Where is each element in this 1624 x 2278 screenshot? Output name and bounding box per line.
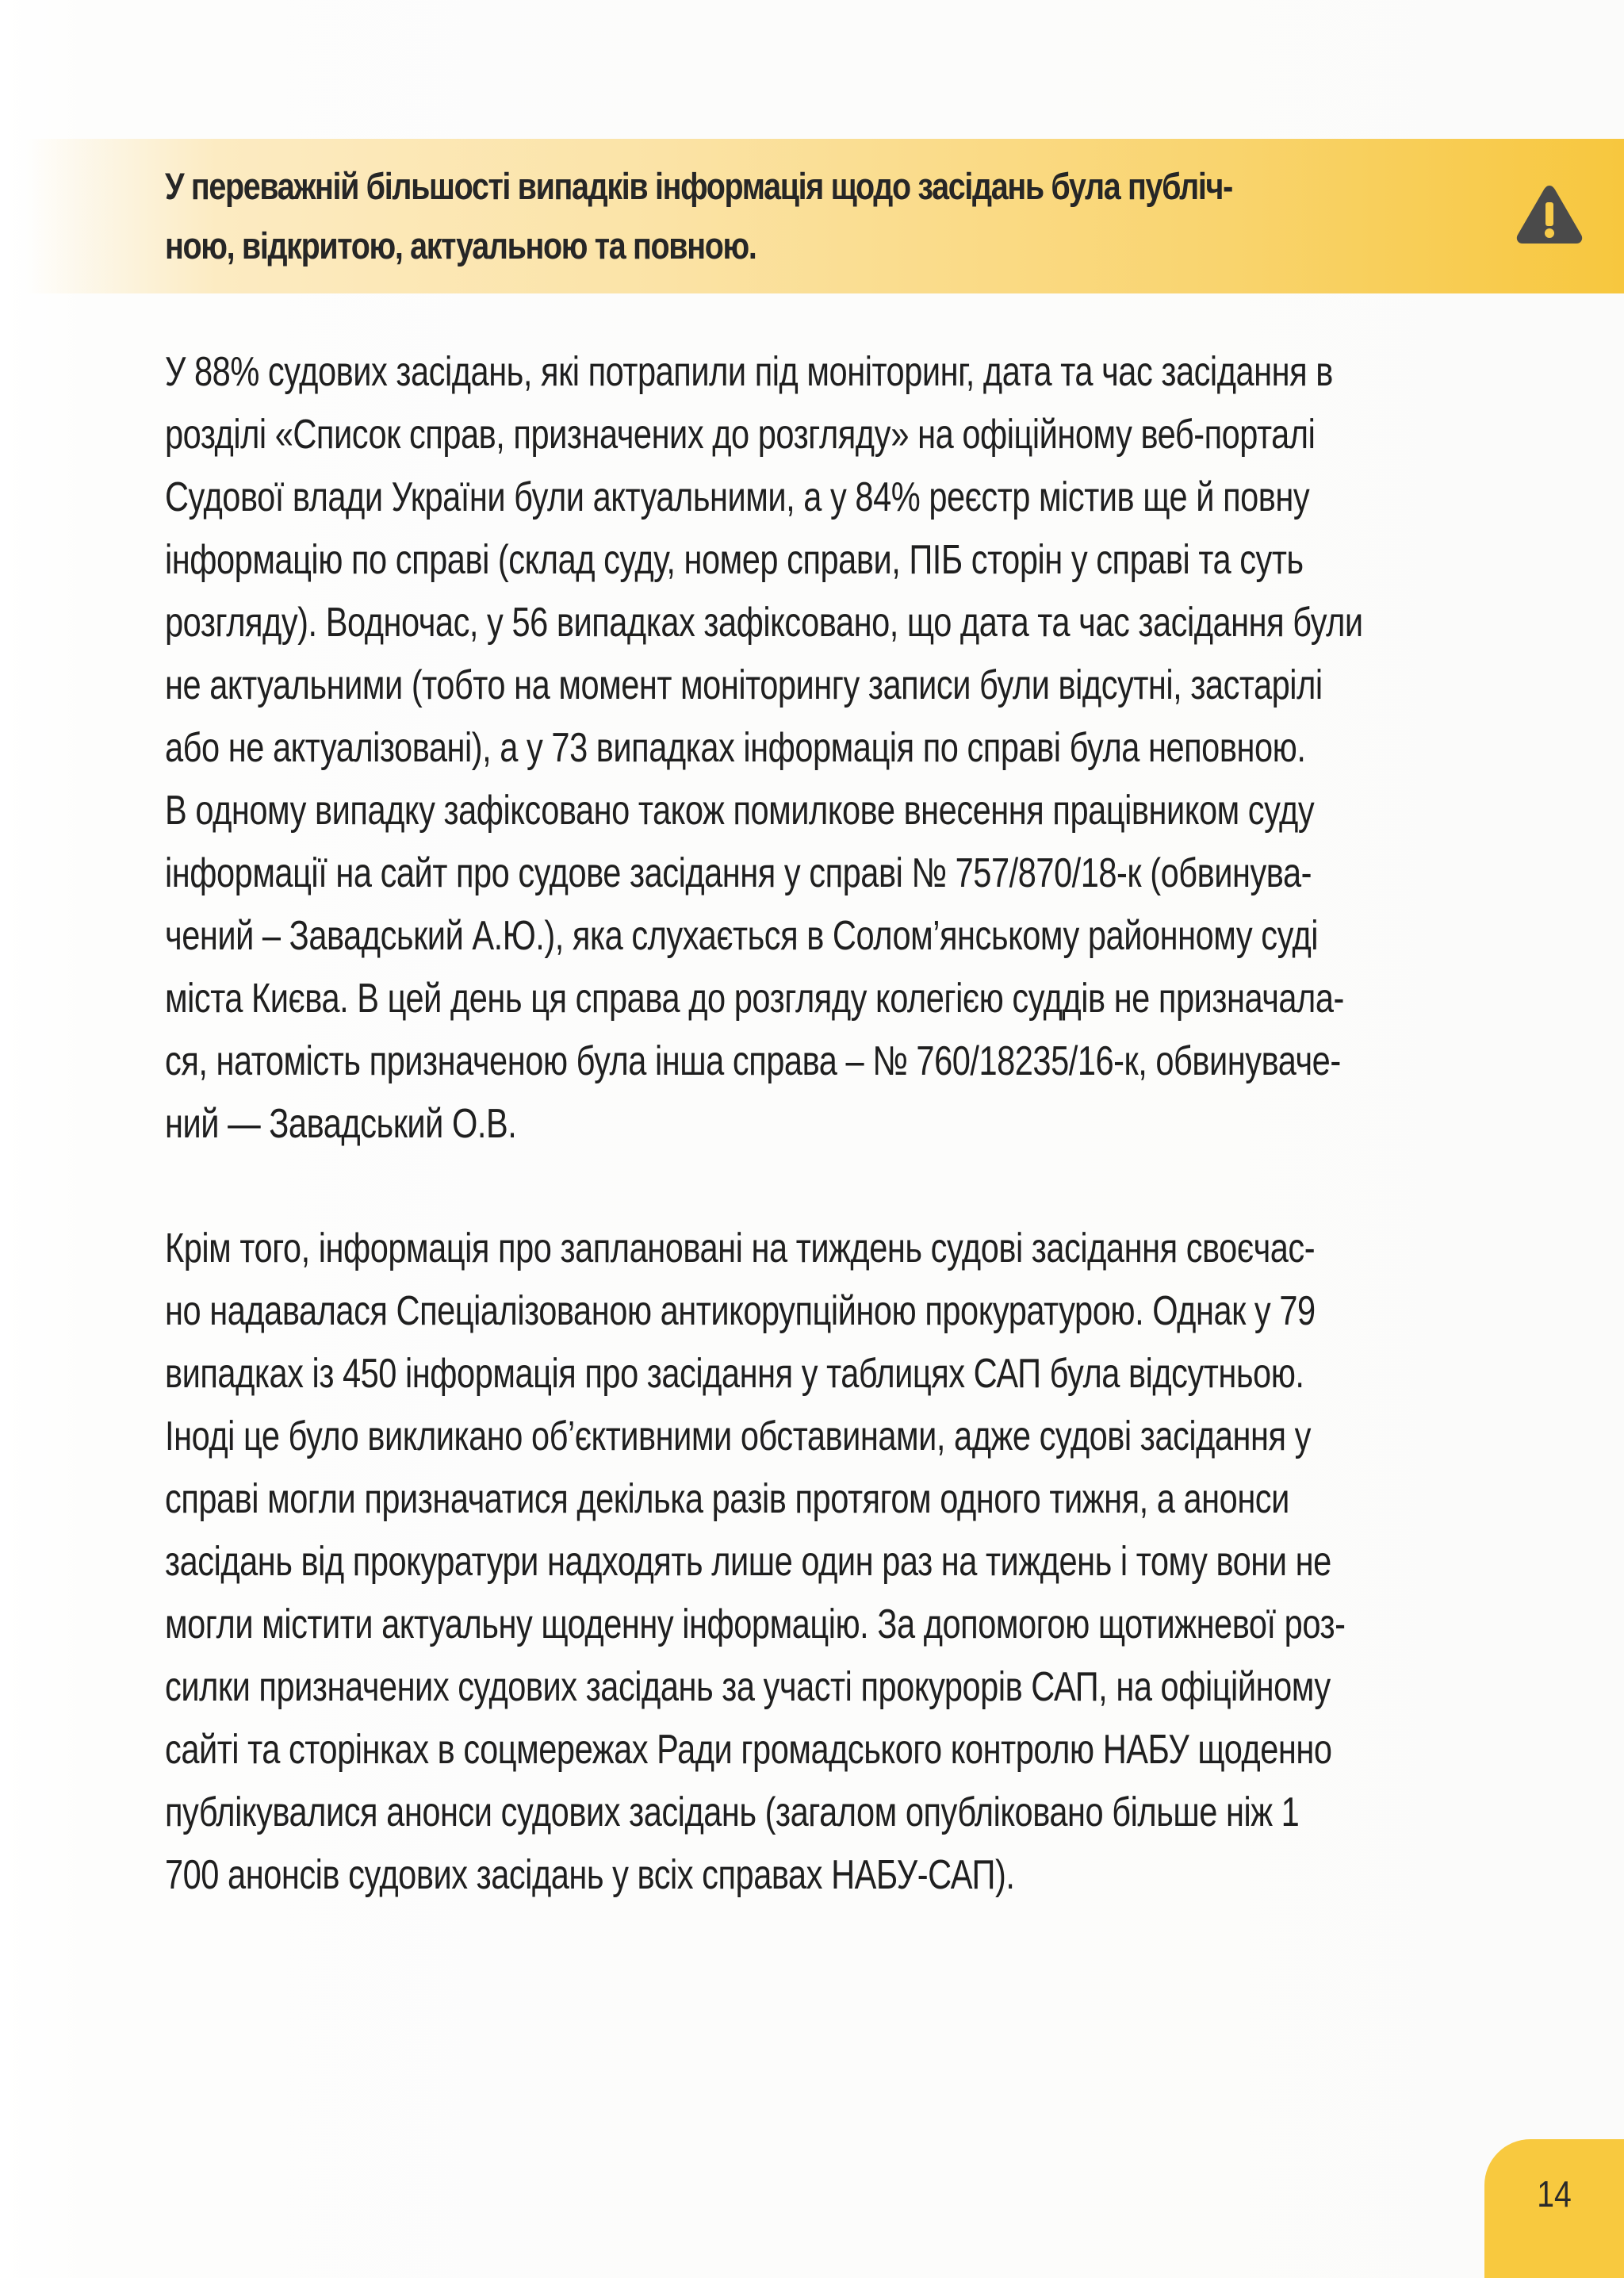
text-line: публікувалися анонси судових засідань (загалом опубліковано більше ніж 1 [165,1789,1300,1835]
text-line: Крім того, інформація про заплановані на тиждень судові засідання своєчас- [165,1225,1316,1271]
callout-line: ною, відкритою, актуальною та повною. [165,224,756,267]
text-line: ний — Завадський О.В. [165,1101,517,1147]
page-number-tab [1484,2139,1624,2278]
callout-text [165,156,1464,275]
callout-line: У переважній більшості випадків інформація щодо засідань була публіч- [165,165,1232,207]
text-line: чений – Завадський А.Ю.), яка слухається в Солом’янському районному суді [165,913,1319,959]
text-line: 700 анонсів судових засідань у всіх справах НАБУ-САП). [165,1852,1015,1898]
page-number: 14 [1537,2173,1572,2215]
text-line: справі могли призначатися декілька разів протягом одного тижня, а анонси [165,1476,1289,1522]
text-line: но надавалася Спеціалізованою антикорупційною прокуратурою. Однак у 79 [165,1288,1316,1334]
text-line: В одному випадку зафіксовано також помилкове внесення працівником суду [165,788,1315,834]
warning-icon [1515,182,1584,246]
text-line: не актуальними (тобто на момент моніторингу записи були відсутні, застарілі [165,662,1323,708]
text-line: міста Києва. В цей день ця справа до розгляду колегією суддів не призначала- [165,976,1344,1022]
text-line: сайті та сторінках в соцмережах Ради громадського контролю НАБУ щоденно [165,1727,1332,1773]
text-line: інформацію по справі (склад суду, номер справи, ПІБ сторін у справі та суть [165,537,1304,583]
text-line: інформації на сайт про судове засідання у справі № 757/870/18-к (обвинува- [165,850,1312,896]
text-line: розгляду). Водночас, у 56 випадках зафіксовано, що дата та час засідання були [165,600,1363,646]
text-line: силки призначених судових засідань за участі прокурорів САП, на офіційному [165,1664,1331,1710]
paragraph-2 [165,1218,1434,1907]
text-line: У 88% судових засідань, які потрапили під моніторинг, дата та час засідання в [165,349,1333,395]
text-line: розділі «Список справ, призначених до розгляду» на офіційному веб-порталі [165,412,1316,458]
text-line: ся, натомість призначеною була інша справа – № 760/18235/16-к, обвинуваче- [165,1038,1341,1084]
text-line: Судової влади України були актуальними, а у 84% реєстр містив ще й повну [165,474,1310,520]
paragraph-1 [165,341,1434,1156]
text-line: могли містити актуальну щоденну інформацію. За допомогою щотижневої роз- [165,1601,1346,1647]
text-line: засідань від прокуратури надходять лише один раз на тиждень і тому вони не [165,1539,1331,1585]
callout-banner [24,139,1624,293]
text-line: Іноді це було викликано об’єктивними обставинами, адже судові засідання у [165,1413,1311,1459]
text-line: або не актуалізовані), а у 73 випадках інформація по справі була неповною. [165,725,1306,771]
text-line: випадках із 450 інформація про засідання у таблицях САП була відсутньою. [165,1351,1304,1397]
